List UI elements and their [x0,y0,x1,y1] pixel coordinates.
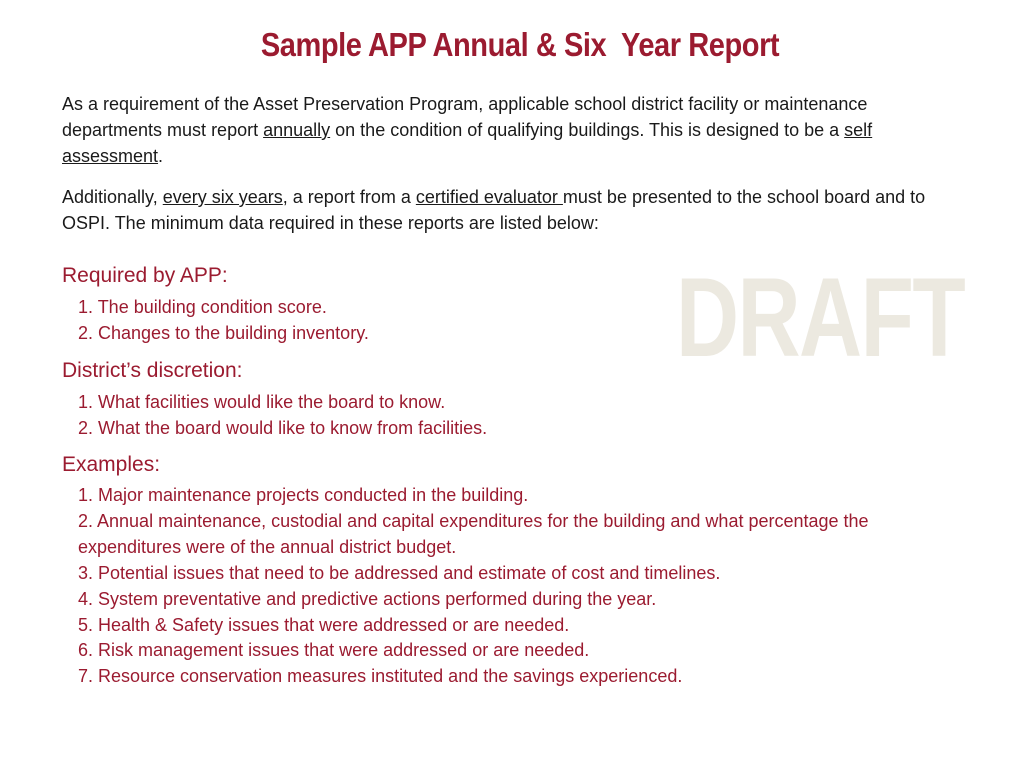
additional-text-3: must be presented to the school board and to OSPI. The minimum data required in these reports are listed below: [62,187,926,233]
additional-underline-every-six-years: every six years [162,187,283,207]
intro-underline-annually: annually [263,120,331,140]
additional-text-1: Additionally, [62,187,163,207]
additional-underline-certified-evaluator: certified evaluator [415,187,563,207]
list-item: 3. Potential issues that need to be addressed and estimate of cost and timelines. [78,562,721,583]
list-item: 5. Health & Safety issues that were addressed or are needed. [78,614,570,635]
intro-text-2: on the condition of qualifying buildings. This is designed to be a [330,120,845,140]
intro-underline-self-assessment: self assessment [62,120,873,166]
list-item: 1. What facilities would like the board to know. [78,392,446,412]
list-item: 2. Changes to the building inventory. [78,322,369,343]
examples-list [78,483,898,690]
intro-text-3: . [158,146,164,166]
list-item: 2. Annual maintenance, custodial and capital expenditures for the building and what percentage the expenditures were of the annual district budget. [78,510,869,557]
list-item: 7. Resource conservation measures instituted and the savings experienced. [78,666,683,687]
intro-paragraph [62,91,942,169]
required-list [78,295,898,347]
list-item: 1. Major maintenance projects conducted in the building. [78,485,529,505]
list-item: 2. What the board would like to know from facilities. [78,417,488,438]
district-list [78,390,898,442]
list-item: 4. System preventative and predictive actions performed during the year. [78,588,657,609]
draft-watermark: DRAFT [676,255,965,380]
list-item: 6. Risk management issues that were addressed or are needed. [78,640,590,661]
district-heading: District’s discretion: [62,359,243,382]
intro-text-1: As a requirement of the Asset Preservation Program, applicable school district facility or maintenance departments must report [62,94,868,140]
page-title: Sample APP Annual & Six Year Report [260,26,780,63]
required-heading: Required by APP: [62,264,228,287]
additional-text-2: , a report from a [282,187,416,207]
list-item: 1. The building condition score. [78,297,327,317]
examples-heading: Examples: [62,453,161,476]
additional-paragraph [62,184,942,236]
